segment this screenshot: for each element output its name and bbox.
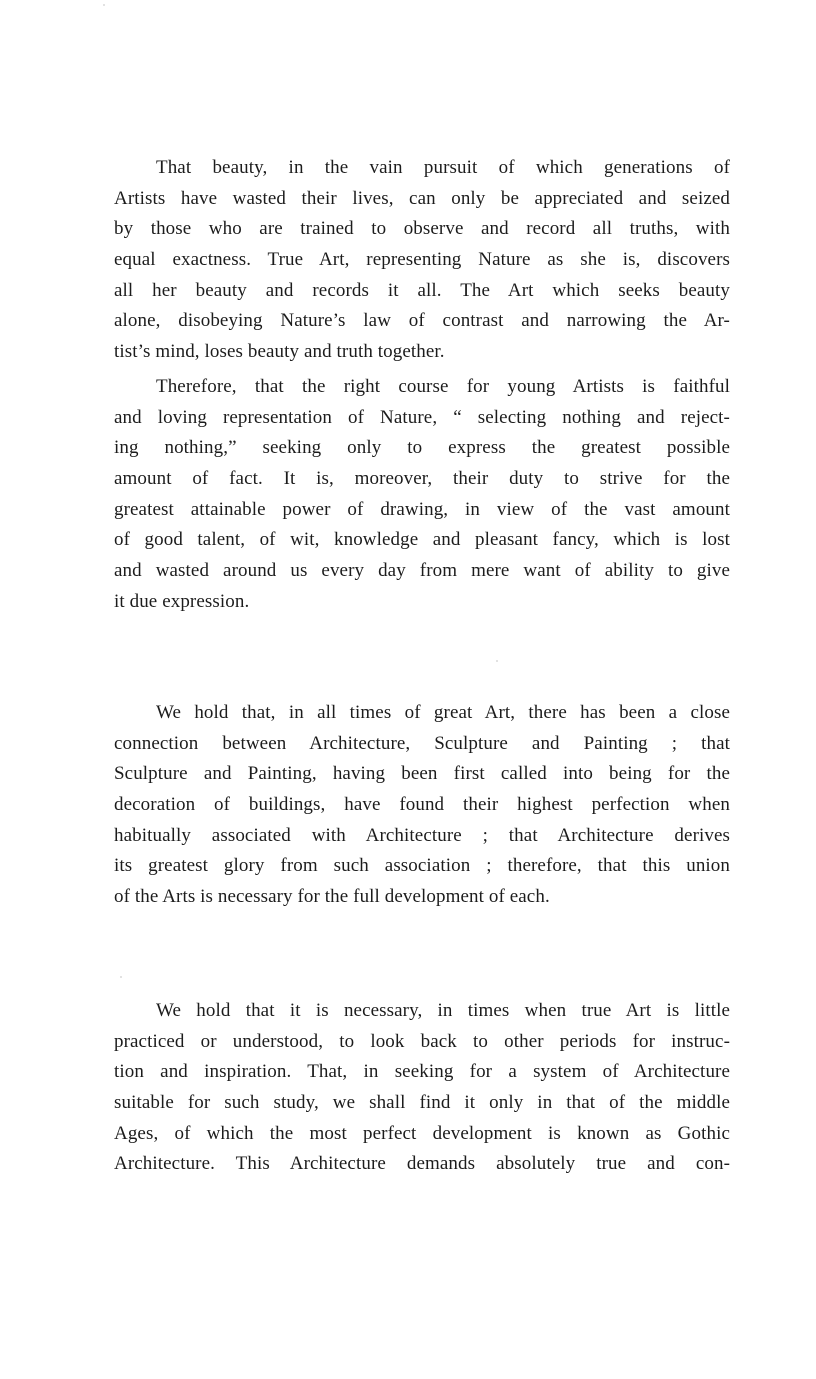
- text-line: amount of fact. It is, moreover, their duty to strive for the: [114, 468, 730, 490]
- text-line: We hold that it is necessary, in times when true Art is little: [156, 1000, 730, 1021]
- text-line: Artists have wasted their lives, can only be appreciated and seized: [114, 187, 730, 209]
- text-line: equal exactness. True Art, representing Nature as she is, discovers: [114, 249, 730, 271]
- text-line: practiced or understood, to look back to other periods for instruc-: [114, 1030, 730, 1052]
- paragraph-gothic: [114, 996, 730, 1180]
- text-line: of the Arts is necessary for the full development of each.: [114, 886, 550, 908]
- text-line: We hold that, in all times of great Art, there has been a close: [156, 702, 730, 723]
- text-line: tist’s mind, loses beauty and truth together.: [114, 341, 445, 363]
- text-line: tion and inspiration. That, in seeking for a system of Architecture: [114, 1061, 730, 1083]
- text-line: Therefore, that the right course for young Artists is faithful: [156, 376, 730, 397]
- text-line: decoration of buildings, have found their highest perfection when: [114, 794, 730, 816]
- paper-speck: [120, 976, 122, 978]
- text-line: ing nothing,” seeking only to express the greatest possible: [114, 437, 730, 459]
- text-line: suitable for such study, we shall find it only in that of the middle: [114, 1092, 730, 1114]
- paragraph-young-artists: [114, 372, 730, 618]
- text-line: habitually associated with Architecture ; that Architecture derives: [114, 824, 730, 846]
- text-line: and loving representation of Nature, “ selecting nothing and reject-: [114, 406, 730, 428]
- text-line: of good talent, of wit, knowledge and pleasant fancy, which is lost: [114, 529, 730, 551]
- paragraph-beauty: [114, 153, 730, 368]
- text-line: Sculpture and Painting, having been first called into being for the: [114, 763, 730, 785]
- paper-speck: [103, 4, 105, 6]
- text-line: alone, disobeying Nature’s law of contrast and narrowing the Ar-: [114, 310, 730, 332]
- text-line: it due expression.: [114, 590, 250, 612]
- text-line: its greatest glory from such association ; therefore, that this union: [114, 855, 730, 877]
- text-line: Architecture. This Architecture demands absolutely true and con-: [114, 1153, 730, 1175]
- text-line: Ages, of which the most perfect development is known as Gothic: [114, 1122, 730, 1144]
- text-line: and wasted around us every day from mere want of ability to give: [114, 560, 730, 582]
- text-line: That beauty, in the vain pursuit of which generations of: [156, 157, 730, 178]
- text-line: greatest attainable power of drawing, in view of the vast amount: [114, 498, 730, 520]
- paper-speck: [496, 660, 498, 662]
- paragraph-architecture-union: [114, 698, 730, 913]
- text-line: all her beauty and records it all. The Art which seeks beauty: [114, 279, 730, 301]
- text-line: connection between Architecture, Sculpture and Painting ; that: [114, 732, 730, 754]
- text-line: by those who are trained to observe and record all truths, with: [114, 218, 730, 240]
